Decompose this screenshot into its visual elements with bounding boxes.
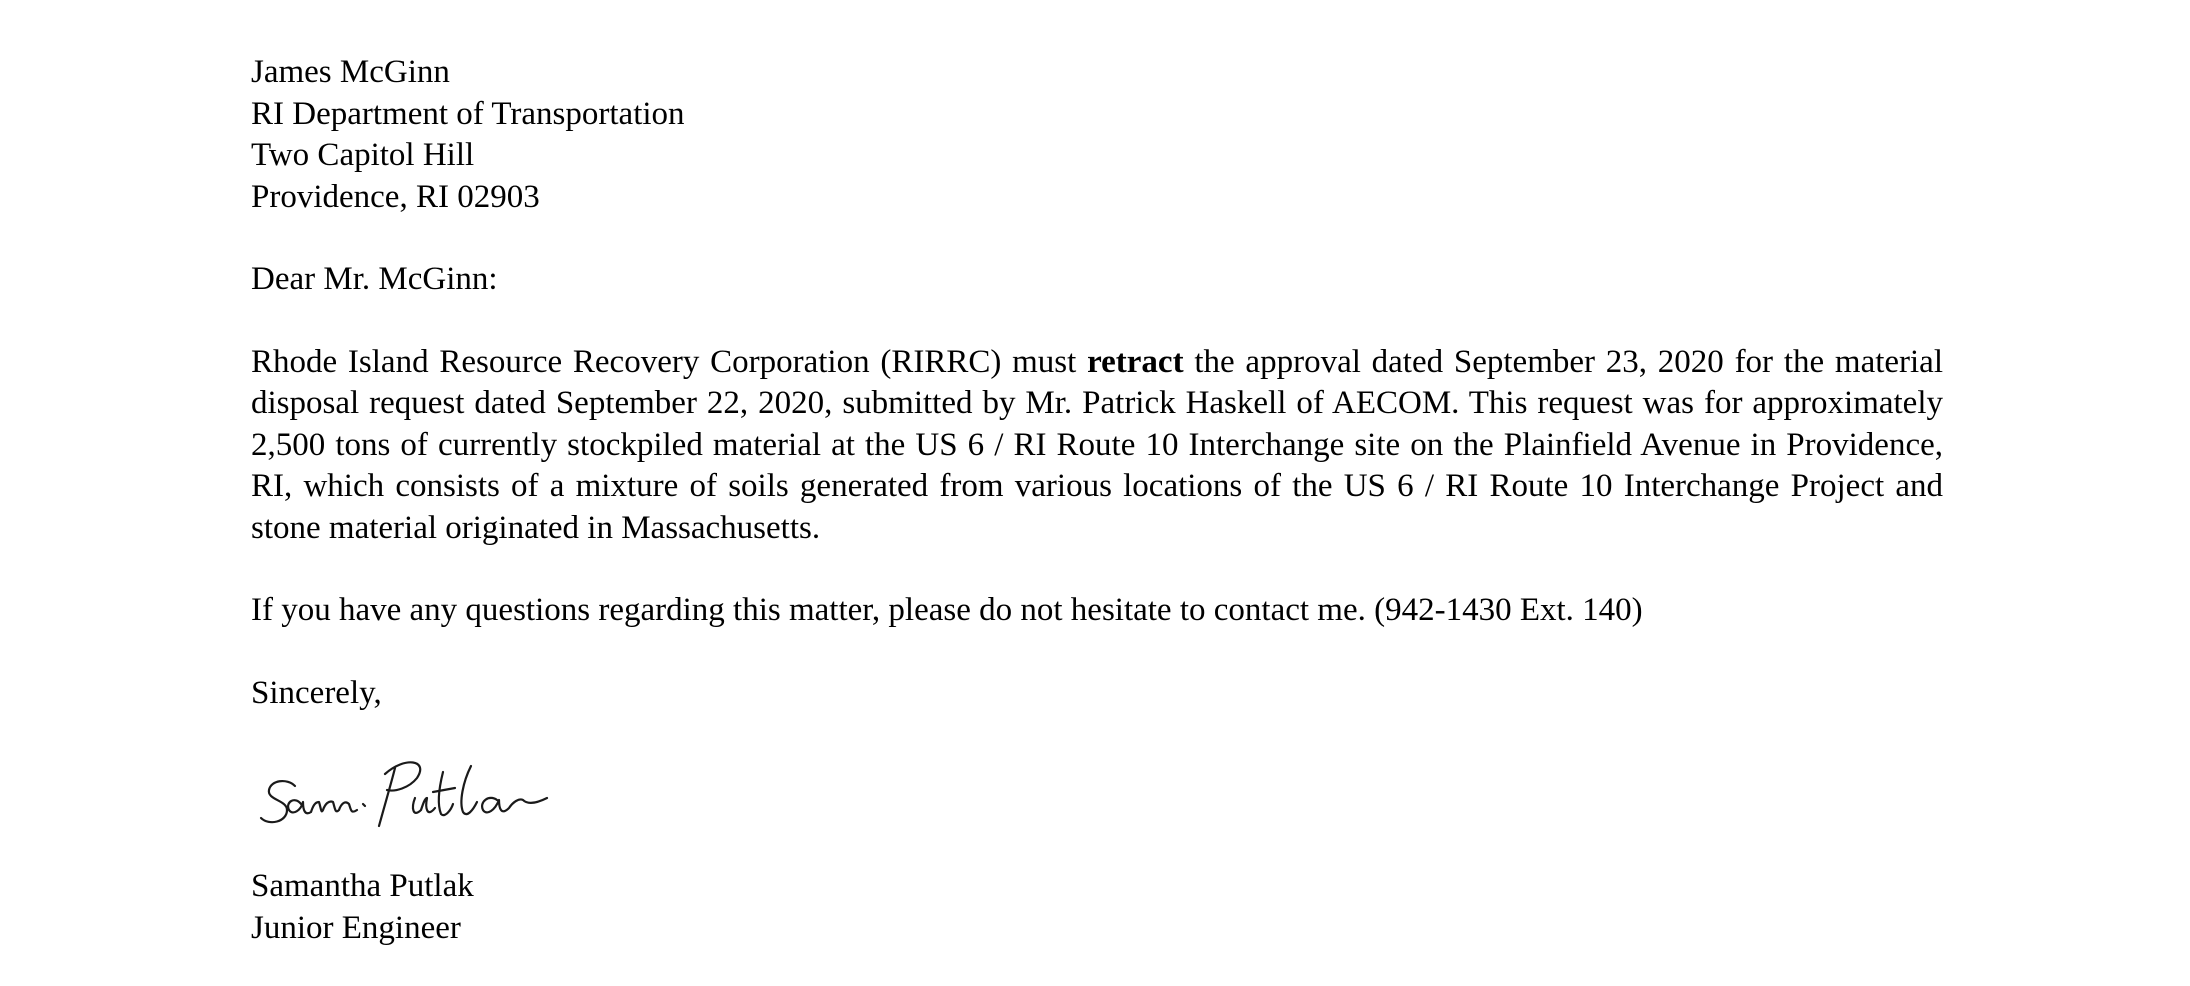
closing: Sincerely, — [251, 674, 382, 711]
recipient-address-block — [251, 52, 1943, 218]
body-text-before-bold: Rhode Island Resource Recovery Corporation (RIRRC) must — [251, 343, 1088, 380]
body-text-after-bold: the approval dated September 23, 2020 for the material disposal request dated September 22, 2020, submitted by Mr. Patrick Haskell of AECOM. This request was for approximately 2,500 tons of currently stockpiled material at the US 6 / RI Route 10 Interchange site on the Plainfield Avenue in Providence, RI, which consists of a mixture of soils generated from various locations of the US 6 / RI Route 10 Interchange Project and stone material originated in Massachusetts. — [251, 343, 1944, 546]
signer-block — [251, 866, 1943, 949]
recipient-city-state-zip: Providence, RI 02903 — [251, 178, 540, 215]
recipient-organization: RI Department of Transportation — [251, 95, 685, 132]
recipient-street: Two Capitol Hill — [251, 137, 475, 173]
body-bold-word: retract — [1087, 343, 1184, 380]
body-paragraph — [251, 342, 1943, 550]
letter-page — [251, 52, 1943, 949]
recipient-name: James McGinn — [251, 54, 450, 90]
contact-paragraph: If you have any questions regarding this matter, please do not hesitate to contact me. (942-1430 Ext. 140) — [251, 592, 1643, 628]
signer-title: Junior Engineer — [251, 909, 461, 946]
signer-name: Samantha Putlak — [251, 868, 474, 904]
handwritten-signature — [257, 738, 577, 838]
salutation: Dear Mr. McGinn: — [251, 261, 498, 297]
